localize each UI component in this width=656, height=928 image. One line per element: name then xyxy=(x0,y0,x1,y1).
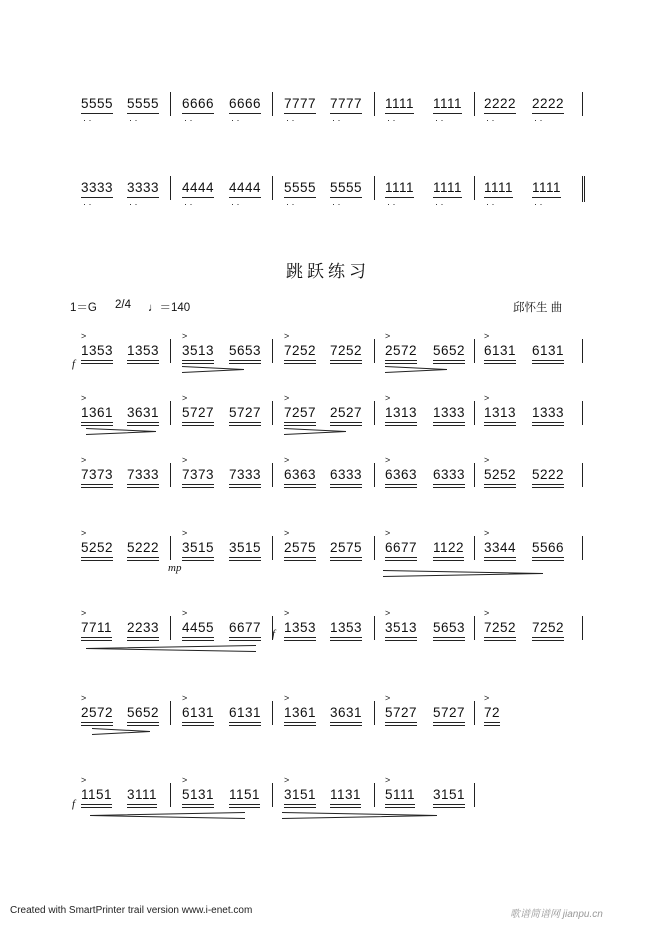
note-group: 7777 xyxy=(284,96,317,111)
accent-mark: > xyxy=(81,393,87,403)
octave-dot: · · xyxy=(332,199,341,209)
note-group: 1353 xyxy=(81,343,114,358)
accent-mark: > xyxy=(284,528,290,538)
note-group: 1122 xyxy=(433,540,465,555)
accent-mark: > xyxy=(182,775,188,785)
accent-mark: > xyxy=(284,455,290,465)
note-group: 6333 xyxy=(330,467,363,482)
note-group: 1353 xyxy=(330,620,363,635)
composer-credit: 邱怀生 曲 xyxy=(513,302,563,314)
barline xyxy=(170,92,171,116)
note-group: 1333 xyxy=(532,405,565,420)
barline xyxy=(582,339,583,363)
barline xyxy=(170,463,171,487)
barline xyxy=(474,92,475,116)
hairpin-diminuendo xyxy=(182,366,244,373)
barline xyxy=(272,339,273,363)
footer-watermark: 歌谱简谱网 jianpu.cn xyxy=(510,909,603,920)
note-group: 2222 xyxy=(484,96,517,111)
note-group: 6677 xyxy=(229,620,262,635)
note-group: 7252 xyxy=(532,620,565,635)
note-group: 5652 xyxy=(433,343,466,358)
note-group: 3515 xyxy=(229,540,262,555)
barline xyxy=(374,616,375,640)
note-group: 4455 xyxy=(182,620,215,635)
note-group: 7252 xyxy=(330,343,363,358)
note-group: 7777 xyxy=(330,96,363,111)
barline xyxy=(170,176,171,200)
octave-dot: · · xyxy=(129,115,138,125)
note-group: 1151 xyxy=(81,787,113,802)
octave-dot: · · xyxy=(184,115,193,125)
barline xyxy=(474,463,475,487)
accent-mark: > xyxy=(484,693,490,703)
barline xyxy=(474,536,475,560)
accent-mark: > xyxy=(284,608,290,618)
hairpin-diminuendo xyxy=(282,812,437,819)
note-group: 3151 xyxy=(284,787,317,802)
barline xyxy=(374,339,375,363)
octave-dot: · · xyxy=(486,115,495,125)
note-group: 5727 xyxy=(433,705,466,720)
note-group: 6131 xyxy=(484,343,517,358)
barline xyxy=(474,339,475,363)
note-group: 2222 xyxy=(532,96,565,111)
note-group: 5555 xyxy=(81,96,114,111)
note-group: 5222 xyxy=(532,467,565,482)
barline xyxy=(374,536,375,560)
accent-mark: > xyxy=(81,608,87,618)
octave-dot: · · xyxy=(387,115,396,125)
barline xyxy=(374,701,375,725)
note-group: 3111 xyxy=(127,787,158,802)
note-group: 1111 xyxy=(532,180,562,195)
barline xyxy=(474,783,475,807)
note-group: 6131 xyxy=(229,705,262,720)
note-group: 1361 xyxy=(284,705,317,720)
note-group: 6363 xyxy=(284,467,317,482)
accent-mark: > xyxy=(284,775,290,785)
note-group: 5727 xyxy=(182,405,215,420)
octave-dot: · · xyxy=(486,199,495,209)
note-group: 5652 xyxy=(127,705,160,720)
barline xyxy=(582,401,583,425)
hairpin-crescendo xyxy=(90,812,245,819)
octave-dot: · · xyxy=(387,199,396,209)
tempo-mark: ♩＝140 xyxy=(148,302,191,314)
note-group: 6666 xyxy=(182,96,215,111)
accent-mark: > xyxy=(182,608,188,618)
note-group: 1353 xyxy=(284,620,317,635)
octave-dot: · · xyxy=(129,199,138,209)
accent-mark: > xyxy=(284,693,290,703)
barline xyxy=(272,401,273,425)
note-group: 5653 xyxy=(433,620,466,635)
note-group: 7252 xyxy=(284,343,317,358)
accent-mark: > xyxy=(385,775,391,785)
note-group: 5555 xyxy=(330,180,363,195)
barline xyxy=(170,536,171,560)
note-group: 1353 xyxy=(127,343,160,358)
barline xyxy=(272,536,273,560)
note-group: 6333 xyxy=(433,467,466,482)
note-group: 3515 xyxy=(182,540,215,555)
barline xyxy=(272,701,273,725)
note-group: 2527 xyxy=(330,405,363,420)
accent-mark: > xyxy=(484,393,490,403)
barline xyxy=(374,92,375,116)
time-signature: 2/4 xyxy=(115,299,131,311)
piece-title: 跳跃练习 xyxy=(286,262,370,282)
accent-mark: > xyxy=(81,693,87,703)
note-group: 7711 xyxy=(81,620,113,635)
hairpin-diminuendo xyxy=(86,428,156,435)
dynamic-forte: f xyxy=(72,358,76,370)
accent-mark: > xyxy=(484,608,490,618)
accent-mark: > xyxy=(385,693,391,703)
octave-dot: · · xyxy=(286,199,295,209)
octave-dot: · · xyxy=(184,199,193,209)
note-group: 3333 xyxy=(127,180,160,195)
note-group: 7257 xyxy=(284,405,317,420)
note-group: 3631 xyxy=(127,405,160,420)
note-group: 5111 xyxy=(385,787,416,802)
accent-mark: > xyxy=(284,331,290,341)
accent-mark: > xyxy=(484,455,490,465)
note-group: 1111 xyxy=(385,96,415,111)
octave-dot: · · xyxy=(83,199,92,209)
note-group: 4444 xyxy=(229,180,262,195)
note-group: 1151 xyxy=(229,787,261,802)
accent-mark: > xyxy=(182,528,188,538)
barline xyxy=(374,463,375,487)
note-group: 2572 xyxy=(81,705,114,720)
note-group: 6677 xyxy=(385,540,418,555)
note-group: 5653 xyxy=(229,343,262,358)
octave-dot: · · xyxy=(286,115,295,125)
accent-mark: > xyxy=(484,331,490,341)
note-group: 1111 xyxy=(484,180,514,195)
note-group: 5566 xyxy=(532,540,565,555)
accent-mark: > xyxy=(81,331,87,341)
barline xyxy=(170,339,171,363)
note-group: 2572 xyxy=(385,343,418,358)
octave-dot: · · xyxy=(435,115,444,125)
barline xyxy=(272,176,273,200)
hairpin-diminuendo xyxy=(92,728,150,735)
accent-mark: > xyxy=(182,693,188,703)
accent-mark: > xyxy=(81,528,87,538)
barline xyxy=(170,401,171,425)
hairpin-diminuendo xyxy=(284,428,346,435)
barline xyxy=(374,783,375,807)
accent-mark: > xyxy=(182,393,188,403)
note-group: 7333 xyxy=(229,467,262,482)
note-group: 3333 xyxy=(81,180,114,195)
accent-mark: > xyxy=(81,455,87,465)
barline xyxy=(582,463,583,487)
barline xyxy=(474,176,475,200)
octave-dot: · · xyxy=(435,199,444,209)
octave-dot: · · xyxy=(83,115,92,125)
barline xyxy=(582,536,583,560)
accent-mark: > xyxy=(284,393,290,403)
note-group: 3344 xyxy=(484,540,517,555)
note-group: 6131 xyxy=(182,705,215,720)
note-group: 1313 xyxy=(484,405,517,420)
accent-mark: > xyxy=(385,455,391,465)
octave-dot: · · xyxy=(332,115,341,125)
note-group: 1111 xyxy=(385,180,415,195)
note-group: 5555 xyxy=(284,180,317,195)
note-group: 5222 xyxy=(127,540,160,555)
note-group: 7373 xyxy=(182,467,215,482)
note-group: 7333 xyxy=(127,467,160,482)
barline xyxy=(170,783,171,807)
note-group: 5252 xyxy=(81,540,114,555)
octave-dot: · · xyxy=(231,199,240,209)
note-group: 1131 xyxy=(330,787,362,802)
accent-mark: > xyxy=(385,393,391,403)
barline xyxy=(474,616,475,640)
note-group: 72 xyxy=(484,705,501,720)
barline xyxy=(374,176,375,200)
note-group: 5555 xyxy=(127,96,160,111)
accent-mark: > xyxy=(385,528,391,538)
octave-dot: · · xyxy=(231,115,240,125)
barline xyxy=(170,616,171,640)
barline xyxy=(272,463,273,487)
barline xyxy=(374,401,375,425)
note-group: 6363 xyxy=(385,467,418,482)
barline xyxy=(582,616,583,640)
accent-mark: > xyxy=(484,528,490,538)
hairpin-diminuendo xyxy=(383,570,543,577)
note-group: 3151 xyxy=(433,787,466,802)
note-group: 6666 xyxy=(229,96,262,111)
note-group: 1333 xyxy=(433,405,466,420)
note-group: 7252 xyxy=(484,620,517,635)
note-group: 1111 xyxy=(433,180,463,195)
accent-mark: > xyxy=(81,775,87,785)
barline xyxy=(272,92,273,116)
octave-dot: · · xyxy=(534,199,543,209)
hairpin-crescendo xyxy=(86,645,256,652)
note-group: 5727 xyxy=(385,705,418,720)
note-group: 1313 xyxy=(385,405,418,420)
accent-mark: > xyxy=(182,455,188,465)
note-group: 2575 xyxy=(330,540,363,555)
note-group: 5252 xyxy=(484,467,517,482)
barline xyxy=(474,401,475,425)
dynamic-forte: f xyxy=(272,628,276,640)
note-group: 2233 xyxy=(127,620,160,635)
final-barline xyxy=(582,176,589,202)
note-group: 1111 xyxy=(433,96,463,111)
octave-dot: · · xyxy=(534,115,543,125)
note-group: 7373 xyxy=(81,467,114,482)
note-group: 3631 xyxy=(330,705,363,720)
dynamic-mezzo-piano: mp xyxy=(168,562,182,574)
barline xyxy=(474,701,475,725)
accent-mark: > xyxy=(385,331,391,341)
accent-mark: > xyxy=(385,608,391,618)
barline xyxy=(582,92,583,116)
hairpin-diminuendo xyxy=(385,366,447,373)
note-group: 3513 xyxy=(182,343,215,358)
note-group: 2575 xyxy=(284,540,317,555)
accent-mark: > xyxy=(182,331,188,341)
barline xyxy=(272,783,273,807)
barline xyxy=(170,701,171,725)
note-group: 6131 xyxy=(532,343,565,358)
note-group: 4444 xyxy=(182,180,215,195)
note-group: 3513 xyxy=(385,620,418,635)
key-signature: 1＝G xyxy=(70,302,97,314)
footer-credit: Created with SmartPrinter trail version www.i-enet.com xyxy=(10,905,253,916)
dynamic-forte: f xyxy=(72,798,76,810)
note-group: 5131 xyxy=(182,787,215,802)
note-group: 1361 xyxy=(81,405,114,420)
note-group: 5727 xyxy=(229,405,262,420)
